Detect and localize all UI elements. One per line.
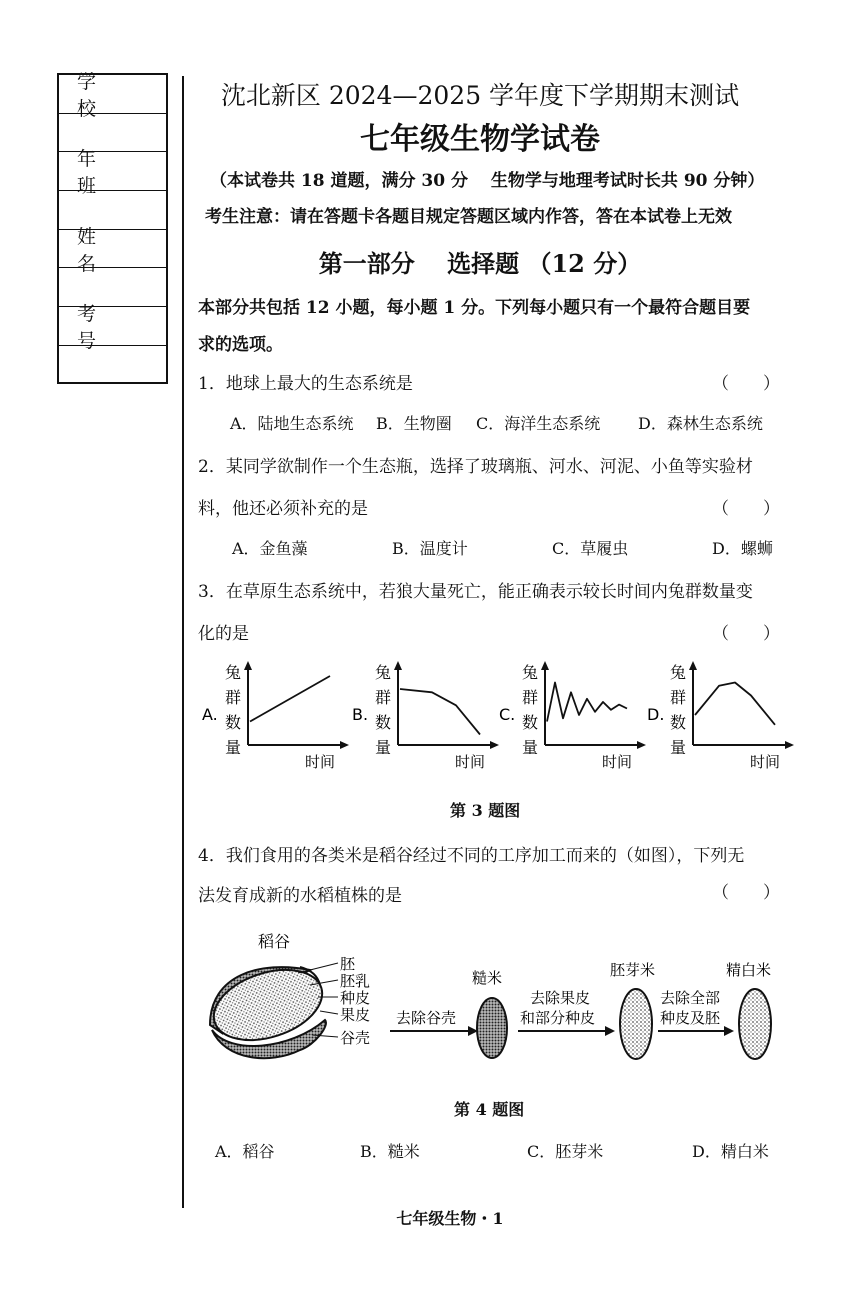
part-pericarp: 果皮: [340, 1006, 371, 1024]
q4-option-b: B．糙米: [360, 1142, 420, 1161]
white-rice-label: 精白米: [726, 961, 772, 979]
exam-notice: 考生注意：请在答题卡各题目规定答题区域内作答，答在本试卷上无效: [205, 207, 732, 227]
q3-option-letter: D.: [647, 705, 665, 724]
q3-caption: 第 3 题图: [450, 801, 521, 820]
y-axis-label-char: 兔: [375, 663, 392, 682]
q3-chart-d: [645, 660, 795, 775]
exam-number-label: 考 号: [59, 307, 166, 346]
y-axis-arrow: [244, 661, 252, 670]
y-axis-label-char: 量: [375, 738, 392, 757]
q4-answer-paren[interactable]: （ ）: [712, 883, 780, 903]
section-title: 第一部分 选择题 （12 分）: [318, 249, 642, 278]
step3-label-2: 种皮及胚: [660, 1009, 721, 1027]
y-axis-label-char: 群: [670, 688, 687, 707]
q4-caption: 第 4 题图: [454, 1100, 525, 1119]
q1-option-c: C．海洋生态系统: [476, 414, 601, 433]
q3-option-letter: B.: [352, 705, 369, 724]
q4-option-d: D．精白米: [692, 1142, 769, 1161]
part-embryo: 胚: [340, 955, 356, 973]
exam-info: （本试卷共 18 道题，满分 30 分 生物学与地理考试时长共 90 分钟）: [210, 171, 765, 191]
y-axis-arrow: [394, 661, 402, 670]
series-line: [400, 689, 480, 735]
rice-processing-figure: [200, 925, 790, 1075]
q3-chart-c: [497, 660, 647, 775]
rice-grain-drawing: [205, 957, 331, 1058]
y-axis-label-char: 兔: [522, 663, 539, 682]
y-axis-label-char: 数: [670, 713, 687, 732]
y-axis-label-char: 数: [375, 713, 392, 732]
class-label: 年 班: [59, 152, 166, 191]
y-axis-label-char: 量: [225, 738, 242, 757]
q3-chart-a: [200, 660, 350, 775]
step2-label-2: 和部分种皮: [520, 1009, 596, 1027]
y-axis-label-char: 兔: [670, 663, 687, 682]
q1-option-b: B．生物圈: [376, 414, 452, 433]
brown-rice-label: 糙米: [472, 969, 503, 987]
germ-rice-grain: [620, 989, 652, 1059]
exam-title: 沈北新区 2024—2025 学年度下学期期末测试: [220, 81, 740, 110]
y-axis-label-char: 群: [225, 688, 242, 707]
q4-stem-2: 法发育成新的水稻植株的是: [198, 886, 402, 906]
rice-grain-label: 稻谷: [258, 932, 291, 951]
exam-subtitle: 七年级生物学试卷: [360, 122, 600, 157]
q2-option-c: C．草履虫: [552, 539, 629, 558]
step3-label-1: 去除全部: [660, 989, 721, 1007]
q3-option-letter: C.: [499, 705, 516, 724]
section-instruction-1: 本部分共包括 12 小题，每小题 1 分。下列每小题只有一个最符合题目要: [198, 298, 751, 318]
x-axis-label: 时间: [305, 753, 336, 771]
school-label: 学 校: [59, 75, 166, 114]
q1-stem: 1．地球上最大的生态系统是: [198, 374, 413, 394]
y-axis-label-char: 数: [522, 713, 539, 732]
q2-stem-2: 料，他还必须补充的是: [198, 499, 368, 519]
y-axis-arrow: [689, 661, 697, 670]
section-instruction-2: 求的选项。: [198, 335, 283, 355]
step2-label-1: 去除果皮: [530, 989, 591, 1007]
y-axis-label-char: 数: [225, 713, 242, 732]
x-axis-arrow: [785, 741, 794, 749]
student-info-box: [57, 70, 168, 384]
series-line: [250, 676, 330, 722]
q2-option-d: D．螺蛳: [712, 539, 773, 558]
x-axis-label: 时间: [455, 753, 486, 771]
binding-line: [182, 76, 184, 1208]
q2-stem-1: 2．某同学欲制作一个生态瓶，选择了玻璃瓶、河水、河泥、小鱼等实验材: [198, 457, 753, 477]
brown-rice-grain: [477, 998, 507, 1058]
q1-option-a: A．陆地生态系统: [230, 414, 354, 433]
y-axis-label-char: 量: [522, 738, 539, 757]
step1-label: 去除谷壳: [396, 1009, 457, 1027]
white-rice-grain: [739, 989, 771, 1059]
x-axis-label: 时间: [750, 753, 781, 771]
q4-stem-1: 4．我们食用的各类米是稻谷经过不同的工序加工而来的（如图），下列无: [198, 846, 745, 866]
part-seed-coat: 种皮: [340, 989, 371, 1007]
name-label: 姓 名: [59, 230, 166, 269]
series-line: [547, 683, 627, 722]
x-axis-label: 时间: [602, 753, 633, 771]
q3-stem-1: 3．在草原生态系统中，若狼大量死亡，能正确表示较长时间内兔群数量变: [198, 582, 753, 602]
q2-option-a: A．金鱼藻: [232, 539, 308, 558]
q3-stem-2: 化的是: [198, 624, 249, 644]
y-axis-label-char: 群: [375, 688, 392, 707]
q2-answer-paren[interactable]: （ ）: [712, 499, 780, 519]
x-axis-arrow: [340, 741, 349, 749]
y-axis-label-char: 兔: [225, 663, 242, 682]
q4-option-c: C．胚芽米: [527, 1142, 604, 1161]
series-line: [695, 683, 775, 725]
y-axis-label-char: 群: [522, 688, 539, 707]
page-footer: 七年级生物・1: [396, 1209, 504, 1228]
q3-chart-b: [350, 660, 500, 775]
q3-answer-paren[interactable]: （ ）: [712, 624, 780, 644]
q1-answer-paren[interactable]: （ ）: [712, 374, 780, 394]
q2-option-b: B．温度计: [392, 539, 468, 558]
q4-option-a: A．稻谷: [215, 1142, 275, 1161]
germ-rice-label: 胚芽米: [610, 961, 656, 979]
y-axis-arrow: [541, 661, 549, 670]
part-husk: 谷壳: [340, 1029, 371, 1047]
q1-option-d: D．森林生态系统: [638, 414, 763, 433]
part-endosperm: 胚乳: [340, 972, 371, 990]
y-axis-label-char: 量: [670, 738, 687, 757]
q3-option-letter: A.: [202, 705, 218, 724]
